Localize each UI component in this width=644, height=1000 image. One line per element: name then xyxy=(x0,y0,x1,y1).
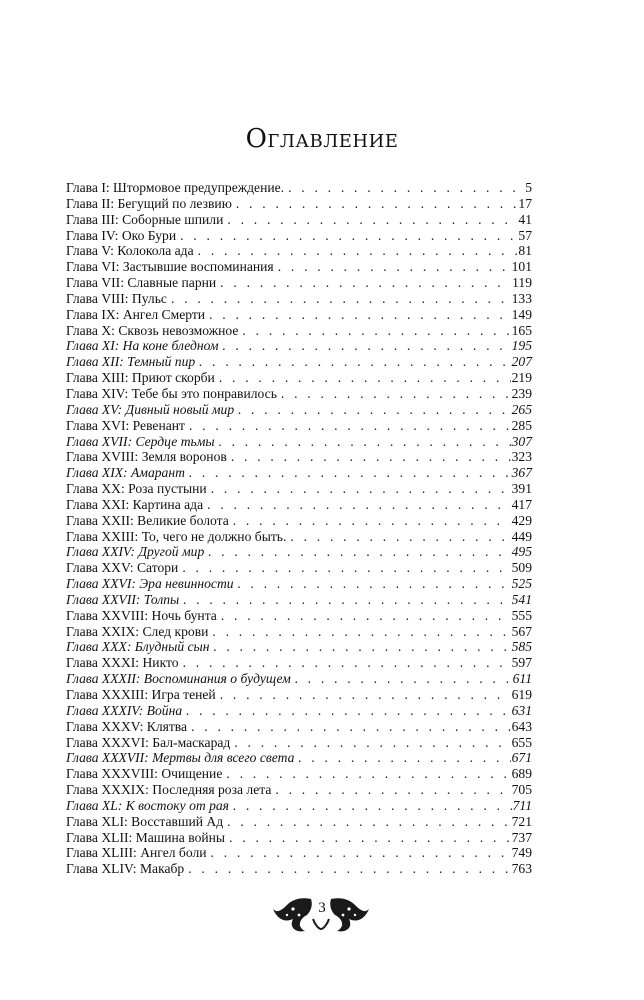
toc-entry-page: 763 xyxy=(511,861,532,877)
toc-entry-page: 41 xyxy=(518,211,532,227)
toc-entry-title: Глава XLII: Машина войны xyxy=(66,829,226,845)
toc-entry xyxy=(66,719,532,735)
dot-leader xyxy=(275,782,510,798)
dot-leader xyxy=(238,576,511,592)
dot-leader xyxy=(281,386,511,402)
toc-entry-page: 495 xyxy=(511,544,532,560)
dot-leader xyxy=(226,766,510,782)
toc-entry xyxy=(66,624,532,640)
dot-leader xyxy=(238,402,510,418)
toc-entry-title: Глава XXXIV: Война xyxy=(66,702,183,718)
toc-entry-title: Глава XII: Темный пир xyxy=(66,354,196,370)
toc-entry xyxy=(66,180,532,196)
toc-entry-title: Глава XXXVI: Бал-маскарад xyxy=(66,734,231,750)
toc-entry-page: 219 xyxy=(511,370,532,386)
toc-entry xyxy=(66,434,532,450)
dot-leader xyxy=(211,481,511,497)
toc-entry xyxy=(66,798,532,814)
toc-entry xyxy=(66,608,532,624)
dot-leader xyxy=(278,259,511,275)
toc-entry xyxy=(66,386,532,402)
toc-entry-title: Глава II: Бегущий по лезвию xyxy=(66,195,232,211)
page-title: Оглавление xyxy=(245,124,399,154)
dot-leader xyxy=(233,513,511,529)
dot-leader xyxy=(198,243,518,259)
dot-leader xyxy=(199,354,510,370)
dot-leader xyxy=(183,592,510,608)
toc-entry xyxy=(66,687,532,703)
table-of-contents xyxy=(66,180,532,877)
dot-leader xyxy=(219,370,511,386)
toc-entry-page: 597 xyxy=(511,655,532,671)
toc-entry-title: Глава XI: На коне бледном xyxy=(66,338,219,354)
toc-entry-title: Глава XXIX: След крови xyxy=(66,623,209,639)
toc-entry-title: Глава XVII: Сердце тьмы xyxy=(66,433,215,449)
toc-entry-page: 631 xyxy=(511,702,532,718)
toc-entry xyxy=(66,513,532,529)
toc-entry-title: Глава VII: Славные парни xyxy=(66,275,217,291)
toc-entry xyxy=(66,259,532,275)
dot-leader xyxy=(214,639,511,655)
dot-leader xyxy=(231,449,511,465)
toc-entry-page: 195 xyxy=(511,338,532,354)
toc-entry-title: Глава XXXVII: Мертвы для всего света xyxy=(66,750,295,766)
toc-entry-page: 307 xyxy=(511,433,532,449)
toc-entry-title: Глава XLIII: Ангел боли xyxy=(66,845,207,861)
toc-entry-title: Глава XIX: Амарант xyxy=(66,465,185,481)
toc-entry xyxy=(66,560,532,576)
toc-entry xyxy=(66,861,532,877)
dot-leader xyxy=(221,608,511,624)
toc-entry-title: Глава XIII: Приют скорби xyxy=(66,370,215,386)
toc-entry-page: 367 xyxy=(511,465,532,481)
dot-leader xyxy=(180,228,517,244)
dot-leader xyxy=(242,323,510,339)
dot-leader xyxy=(223,338,511,354)
dot-leader xyxy=(182,560,510,576)
toc-entry-page: 133 xyxy=(511,290,532,306)
toc-entry-page: 101 xyxy=(511,259,532,275)
dot-leader xyxy=(236,196,518,212)
toc-entry-page: 689 xyxy=(511,766,532,782)
toc-entry-page: 671 xyxy=(511,750,532,766)
toc-entry-title: Глава XXX: Блудный сын xyxy=(66,639,210,655)
toc-entry xyxy=(66,291,532,307)
toc-entry-page: 749 xyxy=(511,845,532,861)
toc-entry-page: 541 xyxy=(511,591,532,607)
toc-entry-title: Глава XLIV: Макабр xyxy=(66,861,185,877)
toc-entry xyxy=(66,228,532,244)
dot-leader xyxy=(229,830,511,846)
dot-leader xyxy=(298,750,510,766)
toc-entry-page: 643 xyxy=(511,718,532,734)
toc-entry xyxy=(66,338,532,354)
toc-entry-title: Глава XXII: Великие болота xyxy=(66,512,229,528)
toc-entry-page: 165 xyxy=(511,322,532,338)
toc-entry-title: Глава XXI: Картина ада xyxy=(66,496,204,512)
dot-leader xyxy=(227,814,510,830)
toc-entry xyxy=(66,307,532,323)
toc-entry xyxy=(66,703,532,719)
dot-leader xyxy=(189,418,511,434)
toc-entry xyxy=(66,735,532,751)
toc-entry-page: 57 xyxy=(518,227,532,243)
toc-entry-page: 737 xyxy=(511,829,532,845)
toc-entry-title: Глава I: Штормовое предупреждение. xyxy=(66,180,285,195)
toc-entry-page: 149 xyxy=(511,306,532,322)
toc-entry-page: 17 xyxy=(518,195,532,211)
toc-entry-title: Глава XXVII: Толпы xyxy=(66,591,180,607)
toc-entry-title: Глава XLI: Восставший Ад xyxy=(66,813,224,829)
toc-entry-title: Глава XXXI: Никто xyxy=(66,655,179,671)
dot-leader xyxy=(233,798,512,814)
toc-entry xyxy=(66,481,532,497)
toc-entry-page: 391 xyxy=(511,481,532,497)
toc-entry xyxy=(66,497,532,513)
toc-entry xyxy=(66,782,532,798)
dot-leader xyxy=(189,465,511,481)
toc-entry xyxy=(66,275,532,291)
dot-leader xyxy=(295,671,512,687)
toc-entry-title: Глава VI: Застывшие воспоминания xyxy=(66,259,274,275)
toc-entry-page: 417 xyxy=(511,496,532,512)
toc-entry-page: 323 xyxy=(511,449,532,465)
toc-entry xyxy=(66,529,532,545)
toc-entry-title: Глава VIII: Пульс xyxy=(66,290,167,306)
toc-entry-page: 207 xyxy=(511,354,532,370)
toc-entry xyxy=(66,639,532,655)
dot-leader xyxy=(183,655,511,671)
toc-entry xyxy=(66,402,532,418)
toc-entry-page: 567 xyxy=(511,623,532,639)
toc-entry-title: Глава XV: Дивный новый мир xyxy=(66,401,235,417)
dot-leader xyxy=(171,291,511,307)
toc-entry xyxy=(66,814,532,830)
toc-entry xyxy=(66,449,532,465)
dot-leader xyxy=(220,687,511,703)
toc-entry xyxy=(66,418,532,434)
toc-entry-title: Глава XVI: Ревенант xyxy=(66,417,185,433)
toc-entry xyxy=(66,196,532,212)
toc-entry-title: Глава XXV: Сатори xyxy=(66,560,179,576)
toc-entry xyxy=(66,212,532,228)
toc-entry-title: Глава XL: К востоку от рая xyxy=(66,797,229,813)
toc-entry xyxy=(66,544,532,560)
toc-entry-title: Глава XXVIII: Ночь бунта xyxy=(66,607,217,623)
toc-entry-title: Глава XXXV: Клятва xyxy=(66,718,188,734)
toc-entry-page: 119 xyxy=(512,275,532,291)
toc-entry-title: Глава XX: Роза пустыни xyxy=(66,481,207,497)
dot-leader xyxy=(220,275,511,291)
dot-leader xyxy=(186,703,510,719)
toc-entry xyxy=(66,750,532,766)
toc-entry-title: Глава XXIV: Другой мир xyxy=(66,544,205,560)
toc-entry-title: Глава XXXII: Воспоминания о будущем xyxy=(66,671,291,687)
toc-entry-title: Глава X: Сквозь невозможное xyxy=(66,322,239,338)
toc-entry-page: 611 xyxy=(512,671,532,687)
toc-entry-page: 585 xyxy=(511,639,532,655)
toc-entry-page: 81 xyxy=(518,243,532,259)
toc-entry-page: 555 xyxy=(511,607,532,623)
toc-entry xyxy=(66,354,532,370)
toc-entry-page: 429 xyxy=(511,512,532,528)
dot-leader xyxy=(212,624,510,640)
toc-entry xyxy=(66,370,532,386)
toc-entry-title: Глава III: Соборные шпили xyxy=(66,211,224,227)
toc-entry-page: 705 xyxy=(511,782,532,798)
toc-entry-title: Глава XXXVIII: Очищение xyxy=(66,766,223,782)
toc-entry xyxy=(66,845,532,861)
toc-entry-page: 711 xyxy=(512,797,532,813)
toc-entry-title: Глава IV: Око Бури xyxy=(66,227,177,243)
toc-entry-page: 265 xyxy=(511,401,532,417)
toc-entry-page: 721 xyxy=(511,813,532,829)
toc-entry-title: Глава IX: Ангел Смерти xyxy=(66,306,206,322)
toc-entry-page: 285 xyxy=(511,417,532,433)
dot-leader xyxy=(290,529,510,545)
toc-entry xyxy=(66,576,532,592)
toc-entry-page: 619 xyxy=(511,687,532,702)
dot-leader xyxy=(209,307,511,323)
toc-entry-page: 449 xyxy=(511,528,532,544)
dot-leader xyxy=(288,180,524,196)
toc-entry xyxy=(66,465,532,481)
toc-entry xyxy=(66,592,532,608)
toc-entry-title: Глава V: Колокола ада xyxy=(66,243,194,259)
toc-entry xyxy=(66,323,532,339)
dot-leader xyxy=(191,719,511,735)
toc-entry-page: 525 xyxy=(511,576,532,592)
dot-leader xyxy=(227,212,517,228)
dot-leader xyxy=(234,735,510,751)
toc-entry-title: Глава XXXIII: Игра теней xyxy=(66,687,216,702)
toc-entry xyxy=(66,830,532,846)
dot-leader xyxy=(207,497,511,513)
toc-entry-title: Глава XXVI: Эра невинности xyxy=(66,576,234,592)
toc-entry xyxy=(66,243,532,259)
toc-entry-title: Глава XXIII: То, чего не должно быть. xyxy=(66,528,287,544)
toc-entry-page: 5 xyxy=(525,180,532,195)
toc-entry-title: Глава XIV: Тебе бы это понравилось xyxy=(66,385,277,401)
dot-leader xyxy=(208,544,510,560)
toc-entry xyxy=(66,655,532,671)
dot-leader xyxy=(188,861,510,877)
toc-entry-title: Глава XXXIX: Последняя роза лета xyxy=(66,782,272,798)
toc-entry xyxy=(66,766,532,782)
toc-entry-page: 655 xyxy=(511,734,532,750)
dot-leader xyxy=(219,434,511,450)
page-number: 3 xyxy=(318,900,326,916)
toc-entry xyxy=(66,671,532,687)
toc-entry-title: Глава XVIII: Земля воронов xyxy=(66,449,227,465)
dot-leader xyxy=(211,845,511,861)
toc-entry-page: 509 xyxy=(511,560,532,576)
toc-entry-page: 239 xyxy=(511,385,532,401)
